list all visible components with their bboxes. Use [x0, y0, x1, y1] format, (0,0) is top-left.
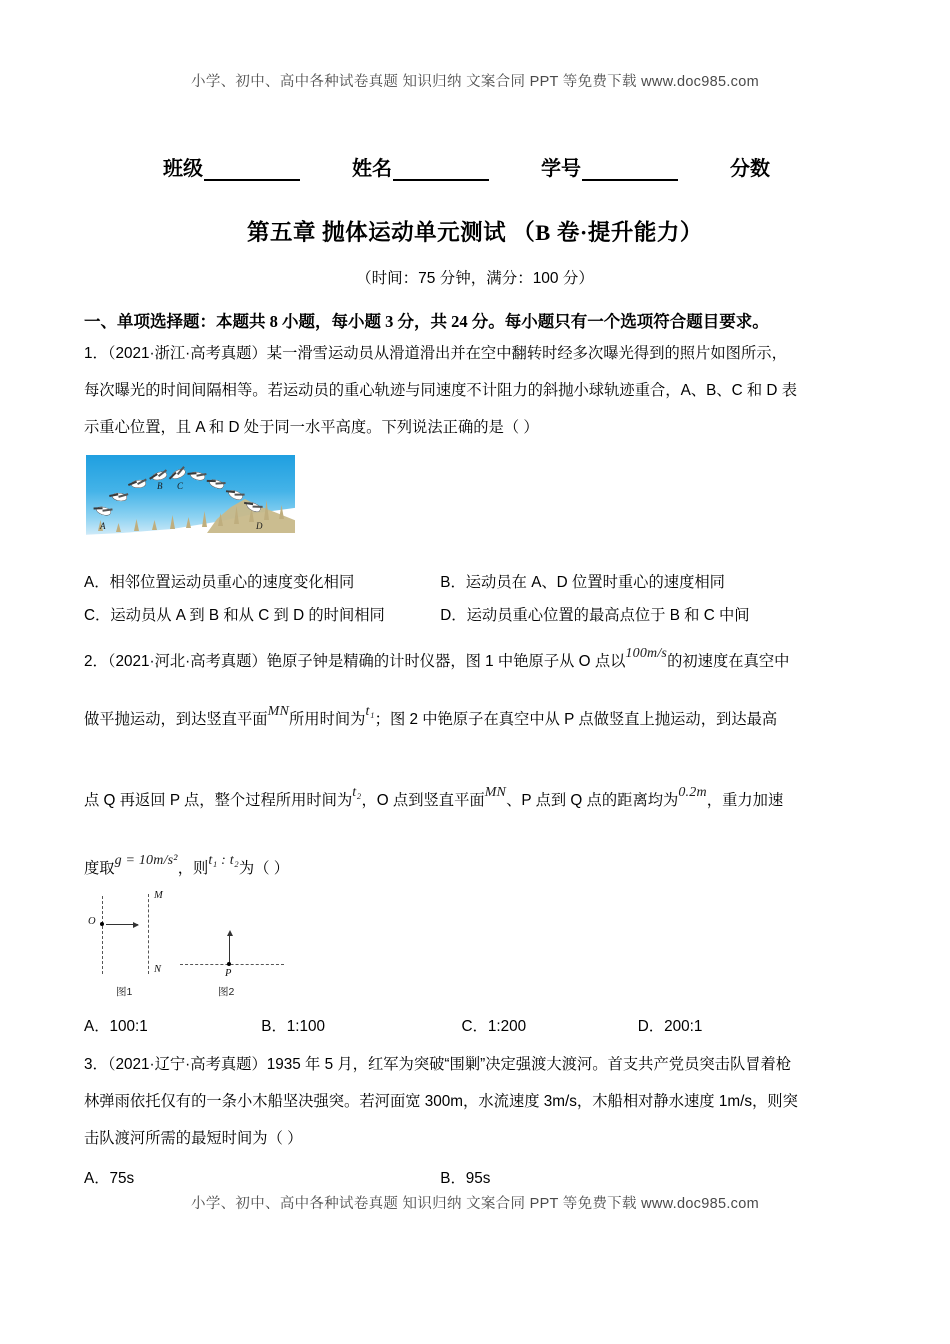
question-2-number: 2． [84, 653, 108, 670]
figure1-left-dashed-line [102, 896, 103, 974]
question-2-source: （2021·河北·高考真题） [107, 653, 267, 670]
question-2-options-row [84, 1014, 874, 1036]
name-label: 姓名 [352, 158, 392, 180]
photo-label-d: D [256, 521, 263, 531]
figure1-plane-mn [148, 894, 149, 974]
figure1-point-o [100, 922, 104, 926]
question-3-line-3: 击队渡河所需的最短时间为（ ） [84, 1130, 303, 1147]
question-2-option-d[interactable]: D．200:1 [637, 1018, 703, 1035]
question-3-source: （2021·辽宁·高考真题） [107, 1056, 267, 1073]
figure1-velocity-arrow [106, 924, 138, 925]
question-2-math-ratio: t₁ : t₂ [208, 853, 239, 868]
question-2-math-mn-2: MN [484, 785, 507, 800]
question-2-text-4b: ，则 [177, 860, 209, 877]
question-3-number: 3． [84, 1056, 108, 1073]
class-blank[interactable] [204, 164, 300, 181]
question-2-text-3d: ，重力加速 [706, 792, 784, 809]
question-2-math-mn-1: MN [267, 704, 289, 719]
question-2-line-1 [84, 645, 874, 671]
question-2-math-t2: t₂ [352, 785, 362, 800]
question-1-options-row-1 [84, 570, 874, 592]
name-field[interactable] [352, 152, 489, 181]
photo-label-b: B [157, 481, 163, 491]
student-id-label: 学号 [541, 158, 581, 180]
page-title: 第五章 抛体运动单元测试 （B 卷·提升能力） [247, 220, 703, 245]
question-2-math-distance: 0.2m [678, 785, 707, 800]
figure1-label-n: N [154, 964, 162, 975]
tree-icon [202, 511, 207, 527]
page-subtitle: （时间：75 分钟，满分：100 分） [356, 270, 594, 287]
figure2-caption: 图2 [218, 986, 235, 998]
score-field [730, 152, 770, 181]
skier-exposure [112, 492, 128, 502]
figure2-label-p: P [225, 968, 232, 979]
class-label: 班级 [163, 158, 203, 180]
skier-exposure [131, 479, 147, 488]
question-1-option-d[interactable]: D．运动员重心位置的最高点位于 B 和 C 中间 [440, 607, 750, 624]
photo-label-c: C [177, 481, 184, 491]
question-2-text-2c: ；图 2 中铯原子在真空中从 P 点做竖直上抛运动，到达最高 [374, 711, 778, 728]
question-3-option-a[interactable]: A．75s [84, 1170, 135, 1187]
question-1-line-3: 示重心位置，且 A 和 D 处于同一水平高度。下列说法正确的是（ ） [84, 419, 539, 436]
question-2-line-2 [84, 703, 874, 729]
question-2-math-gravity: g = 10m/s² [114, 853, 178, 868]
question-1-option-c[interactable]: C．运动员从 A 到 B 和从 C 到 D 的时间相同 [84, 607, 385, 624]
skier-exposure [227, 488, 244, 501]
question-2-option-b[interactable]: B．1:100 [261, 1018, 326, 1035]
question-2-text-3b: ，O 点到竖直平面 [361, 792, 485, 809]
question-1-source: （2021·浙江·高考真题） [107, 345, 267, 362]
question-2-text-4c: 为（ ） [238, 860, 290, 877]
question-2-text-2b: 所用时间为 [288, 711, 366, 728]
question-1-line-1 [84, 344, 874, 363]
student-id-field[interactable] [541, 152, 678, 181]
question-2-math-t1: t₁ [365, 704, 375, 719]
question-1-line-2: 每次曝光的时间间隔相等。若运动员的重心轨迹与同速度不计阻力的斜抛小球轨迹重合，A、B、C 和 D 表 [84, 382, 798, 399]
name-blank[interactable] [393, 164, 489, 181]
question-3-options-row [84, 1166, 874, 1188]
question-3-line-2: 林弹雨依托仅有的一条小木船坚决强突。若河面宽 300m，水流速度 3m/s，木船相对静水速度 1m/s，则突 [84, 1093, 798, 1110]
question-3-option-b[interactable]: B．95s [440, 1170, 491, 1187]
question-2-text-3c: 、P 点到 Q 点的距离均为 [506, 792, 679, 809]
question-1-number: 1． [84, 345, 108, 362]
tree-icon [134, 519, 139, 531]
tree-icon [186, 517, 191, 528]
figure2-point-p [227, 962, 231, 966]
question-1-ski-photo [86, 455, 295, 535]
question-2-option-a[interactable]: A．100:1 [84, 1018, 148, 1035]
question-3-line-1 [84, 1055, 874, 1074]
student-id-blank[interactable] [582, 164, 678, 181]
question-2-text-2a: 做平抛运动，到达竖直平面 [84, 711, 268, 728]
tree-icon [152, 520, 157, 530]
figure2-horizontal-dashed-line [180, 964, 284, 965]
question-2-math-v0: 100m/s [625, 646, 668, 661]
figure1-caption: 图1 [116, 986, 133, 998]
question-2-text-3a: 点 Q 再返回 P 点，整个过程所用时间为 [84, 792, 353, 809]
figure1-label-o: O [88, 916, 96, 927]
question-1-options-row-2 [84, 603, 874, 625]
header-watermark: 小学、初中、高中各种试卷真题 知识归纳 文案合同 PPT 等免费下载 www.doc985.com [191, 74, 759, 90]
question-2-option-c[interactable]: C．1:200 [461, 1018, 527, 1035]
question-1-option-a[interactable]: A．相邻位置运动员重心的速度变化相同 [84, 574, 355, 591]
tree-icon [170, 515, 175, 529]
skier-exposure [170, 467, 187, 481]
score-label: 分数 [730, 158, 770, 180]
question-2-text-4a: 度取 [84, 860, 115, 877]
question-2-text-1a: 铯原子钟是精确的计时仪器，图 1 中铯原子从 O 点以 [266, 653, 626, 670]
figure2-upward-arrow [229, 936, 230, 964]
class-field[interactable] [163, 152, 300, 181]
skier-exposure [95, 505, 112, 517]
question-2-figures [84, 892, 384, 1000]
skier-exposure [151, 470, 167, 481]
skier-exposure [208, 478, 225, 491]
question-1-option-b[interactable]: B．运动员在 A、D 位置时重心的速度相同 [440, 574, 725, 591]
question-2-line-3 [84, 784, 874, 810]
figure1-label-m: M [154, 890, 163, 901]
footer-watermark: 小学、初中、高中各种试卷真题 知识归纳 文案合同 PPT 等免费下载 www.doc985.com [191, 1196, 759, 1212]
student-info-line [88, 152, 862, 181]
question-1-text-1: 某一滑雪运动员从滑道滑出并在空中翻转时经多次曝光得到的照片如图所示， [266, 345, 787, 362]
question-2-text-1b: 的初速度在真空中 [667, 653, 790, 670]
tree-icon [116, 523, 121, 532]
section-heading: 一、单项选择题：本题共 8 小题，每小题 3 分，共 24 分。每小题只有一个选项符合题目要求。 [84, 312, 769, 331]
skier-exposure [189, 470, 205, 481]
photo-label-a: A [100, 521, 106, 531]
question-2-line-4 [84, 852, 874, 878]
question-3-text-1: 1935 年 5 月，红军为突破“围剿”决定强渡大渡河。首支共产党员突击队冒着枪 [266, 1056, 792, 1073]
